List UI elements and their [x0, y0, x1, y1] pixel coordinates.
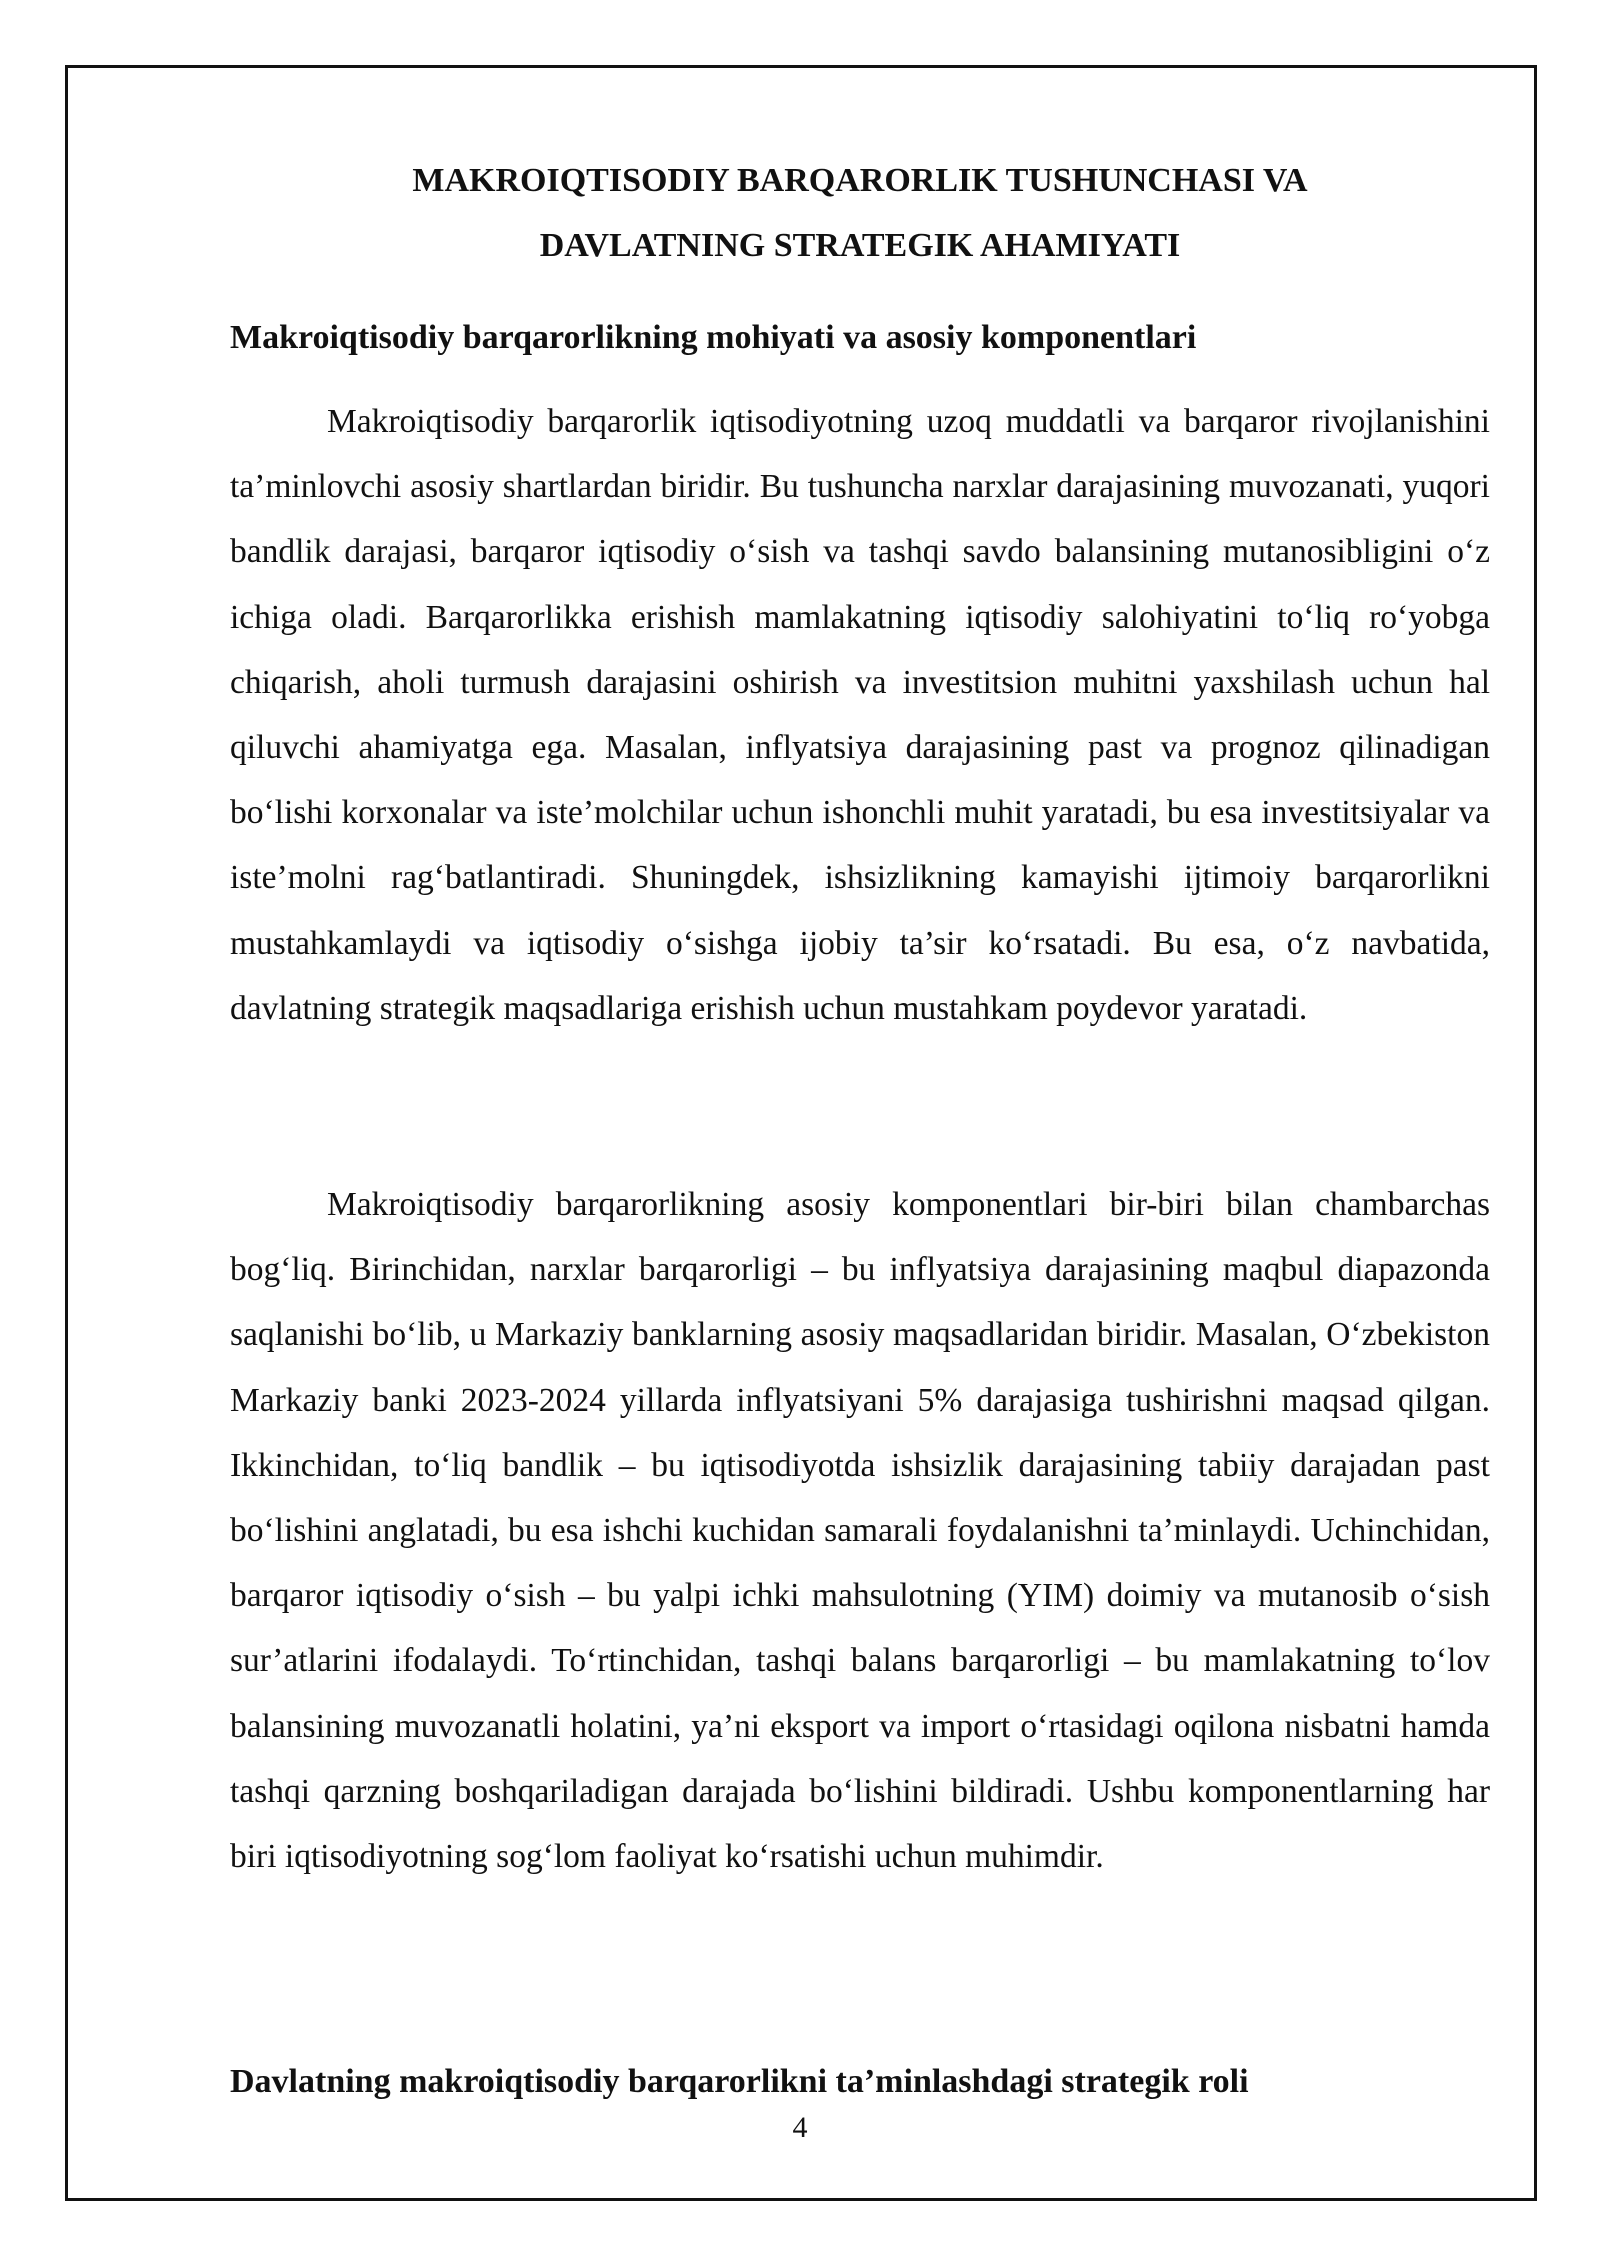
document-title — [230, 148, 1490, 278]
section-heading-strategik-roli: Davlatning makroiqtisodiy barqarorlikni ta’minlashdagi strategik roli — [230, 2063, 1249, 2100]
page-number: 4 — [792, 2111, 808, 2144]
paragraph-1: Makroiqtisodiy barqarorlik iqtisodiyotning uzoq muddatli va barqaror rivojlanishini ta’minlovchi asosiy shartlardan biridir. Bu tushuncha narxlar darajasining muvozanati, yuqori bandlik darajasi, barqaror iqtisodiy o‘sish va tashqi savdo balansining mutanosibligini o‘z ichiga oladi. Barqarorlikka erishish mamlakatning iqtisodiy salohiyatini to‘liq ro‘yobga chiqarish, aholi turmush darajasini oshirish va investitsion muhitni yaxshilash uchun hal qiluvchi ahamiyatga ega. Masalan, inflyatsiya darajasining past va prognoz qilinadigan bo‘lishi korxonalar va iste’molchilar uchun ishonchli muhit yaratadi, bu esa investitsiyalar va iste’molni rag‘batlantiradi. Shuningdek, ishsizlikning kamayishi ijtimoiy barqarorlikni mustahkamlaydi va iqtisodiy o‘sishga ijobiy ta’sir ko‘rsatadi. Bu esa, o‘z navbatida, davlatning strategik maqsadlariga erishish uchun mustahkam poydevor yaratadi. — [230, 403, 1490, 1027]
paragraph-2: Makroiqtisodiy barqarorlikning asosiy komponentlari bir-biri bilan chambarchas bog‘liq. Birinchidan, narxlar barqarorligi – bu inflyatsiya darajasining maqbul diapazonda saqlanishi bo‘lib, u Markaziy banklarning asosiy maqsadlaridan biridir. Masalan, O‘zbekiston Markaziy banki 2023-2024 yillarda inflyatsiyani 5% darajasiga tushirishni maqsad qilgan. Ikkinchidan, to‘liq bandlik – bu iqtisodiyotda ishsizlik darajasining tabiiy darajadan past bo‘lishini anglatadi, bu esa ishchi kuchidan samarali foydalanishni ta’minlaydi. Uchinchidan, barqaror iqtisodiy o‘sish – bu yalpi ichki mahsulotning (YIM) doimiy va mutanosib o‘sish sur’atlarini ifodalaydi. To‘rtinchidan, tashqi balans barqarorligi – bu mamlakatning to‘lov balansining muvozanatli holatini, ya’ni eksport va import o‘rtasidagi oqilona nisbatni hamda tashqi qarzning boshqariladigan darajada bo‘lishini bildiradi. Ushbu komponentlarning har biri iqtisodiyotning sog‘lom faoliyat ko‘rsatishi uchun muhimdir. — [230, 1186, 1490, 1876]
section-heading-mohiyati: Makroiqtisodiy barqarorlikning mohiyati va asosiy komponentlari — [230, 319, 1197, 356]
title-line-2: DAVLATNING STRATEGIK AHAMIYATI — [539, 227, 1181, 264]
title-line-1: MAKROIQTISODIY BARQARORLIK TUSHUNCHASI VA — [412, 162, 1308, 199]
